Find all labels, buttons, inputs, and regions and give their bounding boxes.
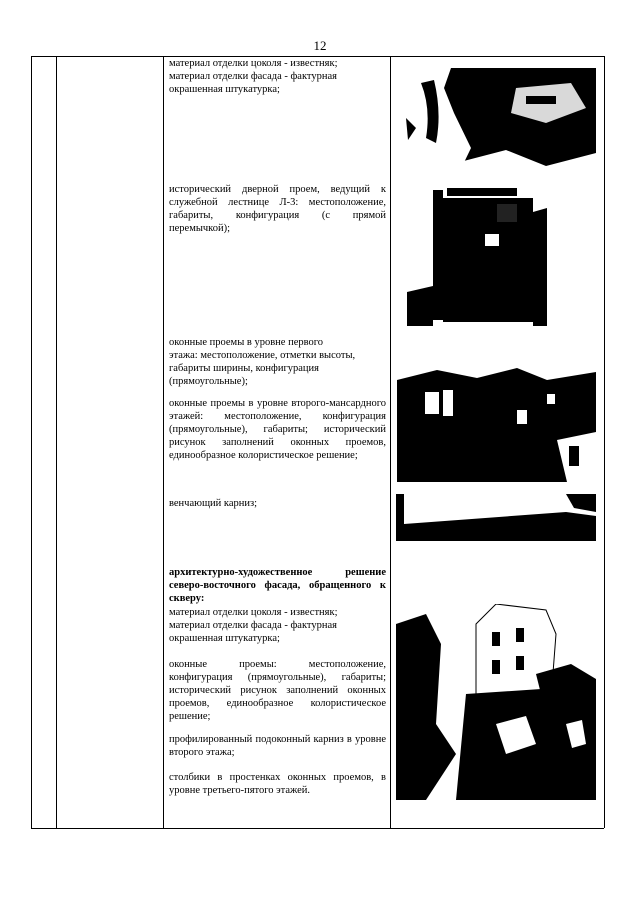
table-column-border bbox=[163, 56, 164, 828]
northeast-facade-heading: архитектурно-художественное решение северо-восточного фасада, обращенного к скверу: bbox=[169, 567, 386, 604]
plinth-facade-photo bbox=[396, 68, 596, 175]
table-column-border bbox=[31, 56, 32, 828]
upper-floor-windows-text: оконные проемы в уровне второго-мансардного этажей: местоположение, конфигурация (прямоугольные), габариты; исторический рисунок заполнений оконных проемов, единообразное колористическое решение; bbox=[169, 398, 386, 461]
table-column-border bbox=[56, 56, 57, 828]
sill-cornice-text: профилированный подоконный карниз в уровне второго этажа; bbox=[169, 734, 386, 758]
table-column-border bbox=[604, 56, 605, 828]
windows-facade-photo bbox=[397, 350, 596, 482]
cornice-photo bbox=[396, 494, 596, 541]
page-number: 12 bbox=[313, 38, 327, 53]
historic-door-photo bbox=[407, 182, 547, 326]
first-floor-windows-text: оконные проемы в уровне первого этажа: местоположение, отметки высоты, габариты ширины, конфигурация (прямоугольные); bbox=[169, 337, 356, 387]
table-column-border bbox=[390, 56, 391, 828]
crowning-cornice-text: венчающий карниз; bbox=[169, 498, 258, 509]
window-pillars-text: столбики в простенках оконных проемов, в уровне третьего-пятого этажей. bbox=[169, 772, 386, 796]
historic-door-text: исторический дверной проем, ведущий к служебной лестнице Л-3: местоположение, габариты, конфигурация (с прямой перемычкой); bbox=[169, 184, 386, 234]
plinth-facade-material-text: материал отделки цоколя - известняк; материал отделки фасада - фактурная окрашенная штукатурка; bbox=[169, 58, 338, 95]
northeast-facade-material-text: материал отделки цоколя - известняк; материал отделки фасада - фактурная окрашенная штукатурка; bbox=[169, 607, 338, 644]
table-bottom-border bbox=[31, 828, 604, 829]
northeast-windows-text: оконные проемы: местоположение, конфигурация (прямоугольные), габариты; исторический рисунок заполнений оконных проемов, единообразное колористическое решение; bbox=[169, 659, 386, 722]
northeast-facade-photo bbox=[396, 604, 596, 800]
